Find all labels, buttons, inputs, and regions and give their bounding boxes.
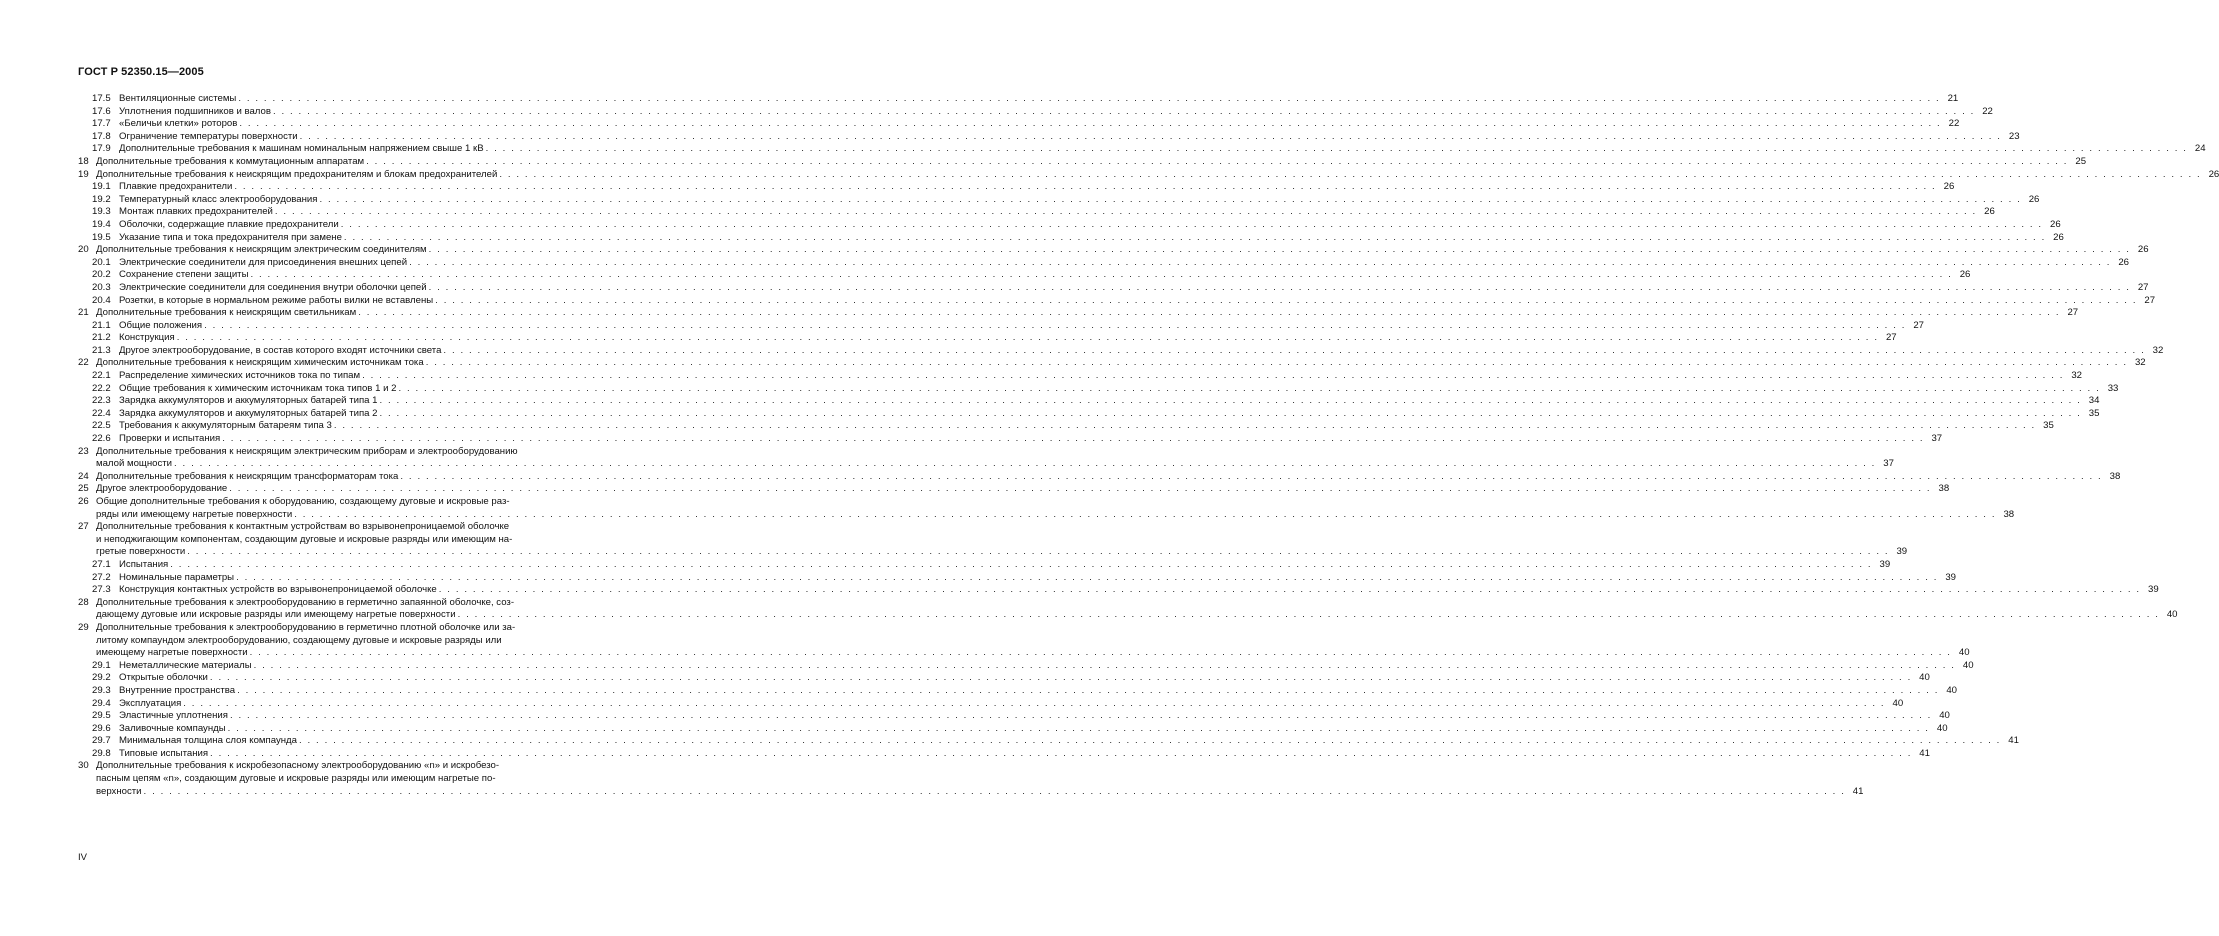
toc-entry-page: 26 (2137, 244, 2149, 256)
toc-leader-dots: . . . . . . . . . . . . . . . . . . . . . . . . . . . . . . . . . . . . . . . . . . . . . . . . . . . . . . . . . . . . . . . . . . . . . . . . . . . . . . . . . . . . . . . . . . . . . . . . . . . . . . . . . . . . . . . . . . . . . . . . . . . . . . . . . . . . . . . . . . . . . . . . . . . . . . . . . . . . . . . . . . . . . . . . . . . . . . . . . . . . . . . . . . . . . . . . . . . . . . . . (343, 231, 2046, 243)
toc-leader-dots: . . . . . . . . . . . . . . . . . . . . . . . . . . . . . . . . . . . . . . . . . . . . . . . . . . . . . . . . . . . . . . . . . . . . . . . . . . . . . . . . . . . . . . . . . . . . . . . . . . . . . . . . . . . . . . . . . . . . . . . . . . . . . . . . . . . . . . . . . . . . . . . . . . . . . . . . . . . . . . . . . . . . . . . . . . . . . . . . . . . . . . . . . . . . . . . . . . . . . . . . (238, 93, 1941, 104)
toc-entry-title: Электрические соединители для соединения внутри оболочки цепей (119, 281, 427, 293)
toc-entry[interactable] (78, 684, 1957, 698)
toc-entry-number: 27.1 (92, 558, 111, 570)
toc-entry-title: Заливочные компаунды (119, 722, 226, 734)
toc-entry[interactable] (78, 357, 2146, 370)
toc-entry-number: 22.6 (92, 433, 111, 445)
toc-entry-page: 32 (2134, 357, 2146, 369)
toc-entry-page: 37 (1931, 433, 1943, 445)
toc-entry-page: 25 (2075, 155, 2087, 167)
toc-leader-dots: . . . . . . . . . . . . . . . . . . . . . . . . . . . . . . . . . . . . . . . . . . . . . . . . . . . . . . . . . . . . . . . . . . . . . . . . . . . . . . . . . . . . . . . . . . . . . . . . . . . . . . . . . . . . . . . . . . . . . . . . . . . . . . . . . . . . . . . . . . . . . . . . . . . . . . . . . . . . . . . . . . . . . . . . . . . . . . . . . . . . . . . . . . . . . . . . . . . . . . . . (239, 118, 1942, 130)
toc-entry-page: 26 (2050, 218, 2061, 230)
toc-entry[interactable] (78, 747, 1930, 761)
toc-leader-dots: . . . . . . . . . . . . . . . . . . . . . . . . . . . . . . . . . . . . . . . . . . . . . . . . . . . . . . . . . . . . . . . . . . . . . . . . . . . . . . . . . . . . . . . . . . . . . . . . . . . . . . . . . . . . . . . . . . . . . . . . . . . . . . . . . . . . . . . . . . . . . . . . . . . . . . . . . . . . . . . . . . . . . . . . . . . . . . . . . . . . . . . . . . . . . . . . . . . . . . . . (176, 332, 1879, 344)
toc-entry-number: 27 (78, 521, 89, 533)
toc-entry-title: Дополнительные требования к электрооборудованию в герметично плотной оболочке или за- (96, 621, 516, 633)
toc-entry-number: 20.3 (92, 281, 111, 293)
toc-entry-number: 22.3 (92, 395, 111, 407)
toc-entry-number: 21.3 (92, 344, 111, 356)
toc-entry[interactable] (78, 244, 2149, 257)
toc-entry-title: Общие дополнительные требования к оборудованию, создающему дуговые и искровые раз- (96, 496, 510, 507)
toc-leader-dots: . . . . . . . . . . . . . . . . . . . . . . . . . . . . . . . . . . . . . . . . . . . . . . . . . . . . . . . . . . . . . . . . . . . . . . . . . . . . . . . . . . . . . . . . . . . . . . . . . . . . . . . . . . . . . . . . . . . . . . . . . . . . . . . . . . . . . . . . . . . . . . . . . . . . . . . . . . . . . . . . . . . . . . . . . . . . . . . . . . . . . . . . . . . . . . . . . . . . . . . . (222, 433, 1925, 445)
toc-entry-title: Указание типа и тока предохранителя при замене (119, 231, 342, 243)
toc-leader-dots: . . . . . . . . . . . . . . . . . . . . . . . . . . . . . . . . . . . . . . . . . . . . . . . . . . . . . . . . . . . . . . . . . . . . . . . . . . . . . . . . . . . . . . . . . . . . . . . . . . . . . . . . . . . . . . . . . . . . . . . . . . . . . . . . . . . . . . . . . . . . . . . . . . . . . . . . . . . . . . . . . . . . . . . . . . . . . . . . . . . . . . . . . . . . . . . . . . . . . . . . (398, 382, 2101, 394)
toc-leader-dots: . . . . . . . . . . . . . . . . . . . . . . . . . . . . . . . . . . . . . . . . . . . . . . . . . . . . . . . . . . . . . . . . . . . . . . . . . . . . . . . . . . . . . . . . . . . . . . . . . . . . . . . . . . . . . . . . . . . . . . . . . . . . . . . . . . . . . . . . . . . . . . . . . . . . . . . . . . . . . . . . . . . . . . . . . . . . . . . . . . . . . . . . . . . . . . . . . . . . . . . . (210, 747, 1912, 759)
toc-leader-dots: . . . . . . . . . . . . . . . . . . . . . . . . . . . . . . . . . . . . . . . . . . . . . . . . . . . . . . . . . . . . . . . . . . . . . . . . . . . . . . . . . . . . . . . . . . . . . . . . . . . . . . . . . . . . . . . . . . . . . . . . . . . . . . . . . . . . . . . . . . . . . . . . . . . . . . . . . . . . . . . . . . . . . . . . . . . . . . . . . . . . . . . . . . . . . . . . . . . . . . . . (170, 558, 1873, 570)
toc-entry-title: Дополнительные требования к машинам номинальным напряжением свыше 1 кВ (119, 143, 484, 155)
toc-entry-page: 27 (1913, 319, 1924, 331)
toc-entry-title: Дополнительные требования к неискрящим предохранителям и блокам предохранителей (96, 168, 498, 180)
toc-entry-title: «Беличьи клетки» роторов (119, 118, 238, 130)
toc-entry-number: 19.3 (92, 206, 111, 218)
toc-entry-page: 41 (1852, 785, 1864, 797)
toc-entry-number: 18 (78, 155, 89, 167)
toc-entry[interactable] (78, 659, 1974, 673)
toc-entry-title: верхности (96, 785, 142, 797)
toc-entry-title: Дополнительные требования к неискрящим электрическим соединителям (96, 244, 427, 256)
toc-leader-dots: . . . . . . . . . . . . . . . . . . . . . . . . . . . . . . . . . . . . . . . . . . . . . . . . . . . . . . . . . . . . . . . . . . . . . . . . . . . . . . . . . . . . . . . . . . . . . . . . . . . . . . . . . . . . . . . . . . . . . . . . . . . . . . . . . . . . . . . . . . . . . . . . . . . . . . . . . . . . . . . . . . . . . . . . . . . . . . . . . . . . . . . . . . . . . . . . . . . . . . . . (183, 697, 1886, 709)
toc-entry-number: 29.6 (92, 722, 111, 734)
toc-leader-dots: . . . . . . . . . . . . . . . . . . . . . . . . . . . . . . . . . . . . . . . . . . . . . . . . . . . . . . . . . . . . . . . . . . . . . . . . . . . . . . . . . . . . . . . . . . . . . . . . . . . . . . . . . . . . . . . . . . . . . . . . . . . . . . . . . . . . . . . . . . . . . . . . . . . . . . . . . . . . . . . . . . . . . . . . . . . . . . . . . . . . . . . . . . . . . . . . . . . . . . . . (274, 206, 1977, 218)
toc-entry-title: Дополнительные требования к электрооборудованию в герметично запаянной оболочке, соз- (96, 596, 515, 608)
toc-entry-number: 20.2 (92, 269, 111, 281)
toc-entry[interactable] (78, 193, 2040, 207)
toc-leader-dots: . . . . . . . . . . . . . . . . . . . . . . . . . . . . . . . . . . . . . . . . . . . . . . . . . . . . . . . . . . . . . . . . . . . . . . . . . . . . . . . . . . . . . . . . . . . . . . . . . . . . . . . . . . . . . . . . . . . . . . . . . . . . . . . . . . . . . . . . . . . . . . . . . . . . . . . . . . . . . . . . . . . . . . . . . . . . . . . . . . . . . . . . . . . . . . . . . . . . . . . . (229, 483, 1932, 495)
toc-entry-page: 34 (2088, 395, 2100, 407)
toc-entry-number: 27.3 (92, 584, 111, 596)
toc-entry-page: 38 (1938, 483, 1950, 495)
toc-entry[interactable] (78, 319, 1924, 333)
toc-entry[interactable] (78, 370, 2082, 383)
toc-leader-dots: . . . . . . . . . . . . . . . . . . . . . . . . . . . . . . . . . . . . . . . . . . . . . . . . . . . . . . . . . . . . . . . . . . . . . . . . . . . . . . . . . . . . . . . . . . . . . . . . . . . . . . . . . . . . . . . . . . . . . . . . . . . . . . . . . . . . . . . . . . . . . . . . . . . . . . . . . . . . . . . . . . . . . . . . . . . . . . . . . . . . . . . . . . . . . . . . . . . . . . . . (340, 218, 2043, 230)
toc-entry-page: 22 (1982, 105, 1993, 117)
toc-entry-page: 40 (2166, 609, 2178, 621)
toc-entry[interactable] (78, 307, 2079, 320)
toc-entry[interactable] (78, 344, 2164, 358)
page-number: IV (78, 852, 87, 863)
toc-entry-title: пасным цепям «n», создающим дуговые и искровые разряды или имеющим нагретые по- (96, 773, 496, 785)
toc-entry-title: Номинальные параметры (119, 571, 235, 583)
toc-entry-title: Испытания (119, 558, 169, 570)
toc-leader-dots: . . . . . . . . . . . . . . . . . . . . . . . . . . . . . . . . . . . . . . . . . . . . . . . . . . . . . . . . . . . . . . . . . . . . . . . . . . . . . . . . . . . . . . . . . . . . . . . . . . . . . . . . . . . . . . . . . . . . . . . . . . . . . . . . . . . . . . . . . . . . . . . . . . . . . . . . . . . . . . . . . . . . . . . . . . . . . . . . . . . . . . . . . . . . . . . . . . . . . . . . (499, 168, 2202, 180)
toc-leader-dots: . . . . . . . . . . . . . . . . . . . . . . . . . . . . . . . . . . . . . . . . . . . . . . . . . . . . . . . . . . . . . . . . . . . . . . . . . . . . . . . . . . . . . . . . . . . . . . . . . . . . . . . . . . . . . . . . . . . . . . . . . . . . . . . . . . . . . . . . . . . . . . . . . . . . . . . . . . . . . . . . . . . . . . . . . . . . . . . . . . . . . . . . . . . . . . . . . . . . . . . . (319, 193, 2022, 205)
toc-entry-page: 40 (1962, 659, 1974, 671)
toc-entry-page: 26 (1959, 269, 1971, 281)
toc-leader-dots: . . . . . . . . . . . . . . . . . . . . . . . . . . . . . . . . . . . . . . . . . . . . . . . . . . . . . . . . . . . . . . . . . . . . . . . . . . . . . . . . . . . . . . . . . . . . . . . . . . . . . . . . . . . . . . . . . . . . . . . . . . . . . . . . . . . . . . . . . . . . . . . . . . . . . . . . . . . . . . . . . . . . . . . . . . . . . . . . . . . . . . . . . . . . . . . . . . . . . . . . (409, 256, 2111, 268)
toc-entry[interactable] (78, 181, 1955, 194)
toc-entry-number: 17.5 (92, 93, 111, 104)
toc-entry-title: Вентиляционные системы (119, 93, 237, 104)
toc-entry-number: 19.1 (92, 181, 111, 193)
document-header: ГОСТ Р 52350.15—2005 (78, 66, 204, 78)
toc-entry[interactable] (78, 584, 2159, 597)
toc-entry-title: Дополнительные требования к неискрящим электрическим приборам и электрооборудованию (96, 445, 518, 457)
toc-entry-title: Минимальная толщина слоя компаунда (119, 735, 297, 747)
toc-leader-dots: . . . . . . . . . . . . . . . . . . . . . . . . . . . . . . . . . . . . . . . . . . . . . . . . . . . . . . . . . . . . . . . . . . . . . . . . . . . . . . . . . . . . . . . . . . . . . . . . . . . . . . . . . . . . . . . . . . . . . . . . . . . . . . . . . . . . . . . . . . . . . . . . . . . . . . . . . . . . . . . . . . . . . . . . . . . . . . . . . . . . . . . . . . . . . . . . . . . . . . . . (435, 294, 2138, 306)
toc-entry[interactable] (78, 155, 2087, 169)
toc-entry-title: Дополнительные требования к неискрящим химическим источникам тока (96, 357, 424, 369)
toc-entry[interactable] (78, 294, 2156, 308)
toc-entry-title: Температурный класс электрооборудования (119, 193, 318, 205)
toc-entry-title: Требования к аккумуляторным батареям типа 3 (119, 420, 332, 432)
toc-entry-number: 29.7 (92, 735, 111, 747)
toc-entry-page: 35 (2088, 407, 2100, 419)
toc-entry-title: Другое электрооборудование, в состав которого входят источники света (119, 344, 442, 356)
toc-entry-title: Розетки, в которые в нормальном режиме работы вилки не вставлены (119, 294, 434, 306)
toc-leader-dots: . . . . . . . . . . . . . . . . . . . . . . . . . . . . . . . . . . . . . . . . . . . . . . . . . . . . . . . . . . . . . . . . . . . . . . . . . . . . . . . . . . . . . . . . . . . . . . . . . . . . . . . . . . . . . . . . . . . . . . . . . . . . . . . . . . . . . . . . . . . . . . . . . . . . . . . . . . . . . . . . . . . . . . . . . . . . . . . . . . . . . . . . . . . . . . . . . . . . . . . . (379, 395, 2082, 407)
toc-entry-title: Дополнительные требования к неискрящим светильникам (96, 307, 357, 319)
toc-entry[interactable] (78, 483, 1950, 496)
toc-entry-number: 21 (78, 307, 89, 319)
toc-entry-title: Сохранение степени защиты (119, 269, 249, 281)
toc-entry-number: 21.1 (92, 319, 111, 331)
toc-entry-page: 39 (2148, 584, 2159, 596)
toc-leader-dots: . . . . . . . . . . . . . . . . . . . . . . . . . . . . . . . . . . . . . . . . . . . . . . . . . . . . . . . . . . . . . . . . . . . . . . . . . . . . . . . . . . . . . . . . . . . . . . . . . . . . . . . . . . . . . . . . . . . . . . . . . . . . . . . . . . . . . . . . . . . . . . . . . . . . . . . . . . . . . . . . . . . . . . . . . . . . . . . . . . . . . . . . . . . . . . . . . . . . . . . . (204, 319, 1906, 331)
toc-entry[interactable] (78, 382, 2119, 396)
toc-entry-page: 38 (2003, 508, 2015, 520)
toc-entry[interactable] (78, 168, 2219, 182)
toc-leader-dots: . . . . . . . . . . . . . . . . . . . . . . . . . . . . . . . . . . . . . . . . . . . . . . . . . . . . . . . . . . . . . . . . . . . . . . . . . . . . . . . . . . . . . . . . . . . . . . . . . . . . . . . . . . . . . . . . . . . . . . . . . . . . . . . . . . . . . . . . . . . . . . . . . . . . . . . . . . . . . . . . . . . . . . . . . . . . . . . . . . . . . . . . . . . . . . . . . . . . . . . . (294, 508, 1997, 520)
toc-entry-page: 27 (2067, 307, 2079, 319)
table-of-contents (78, 93, 2219, 798)
toc-entry-number: 20.1 (92, 256, 111, 268)
toc-entry-page: 26 (1943, 181, 1955, 193)
toc-entry-title: и неподжигающим компонентам, создающим дуговые и искровые разряды или имеющим на- (96, 533, 513, 545)
toc-entry-number: 22.4 (92, 407, 111, 419)
toc-entry[interactable] (78, 332, 1897, 345)
toc-entry[interactable] (78, 760, 1864, 798)
toc-entry-page: 26 (2118, 256, 2129, 268)
toc-entry-page: 33 (2107, 382, 2119, 394)
toc-leader-dots: . . . . . . . . . . . . . . . . . . . . . . . . . . . . . . . . . . . . . . . . . . . . . . . . . . . . . . . . . . . . . . . . . . . . . . . . . . . . . . . . . . . . . . . . . . . . . . . . . . . . . . . . . . . . . . . . . . . . . . . . . . . . . . . . . . . . . . . . . . . . . . . . . . . . . . . . . . . . . . . . . . . . . . . . . . . . . . . . . . . . . . . . . . . . . . . . . . . . . . . . (299, 130, 2002, 142)
toc-entry-page: 40 (1939, 710, 1950, 722)
toc-leader-dots: . . . . . . . . . . . . . . . . . . . . . . . . . . . . . . . . . . . . . . . . . . . . . . . . . . . . . . . . . . . . . . . . . . . . . . . . . . . . . . . . . . . . . . . . . . . . . . . . . . . . . . . . . . . . . . . . . . . . . . . . . . . . . . . . . . . . . . . . . . . . . . . . . . . . . . . . . . . . . . . . . . . . . . . . . . . . . . . . . . . . . . . . . . . . . . . . . . . . . . . . (187, 546, 1890, 558)
toc-entry[interactable] (78, 621, 1970, 660)
toc-entry-page: 32 (2152, 344, 2164, 356)
toc-entry-page: 39 (1896, 546, 1908, 558)
toc-entry-number: 29.5 (92, 710, 111, 722)
toc-entry-number: 20 (78, 244, 89, 256)
toc-entry[interactable] (78, 735, 2019, 748)
toc-entry-number: 22.5 (92, 420, 111, 432)
toc-entry-page: 41 (2008, 735, 2019, 747)
toc-entry-title: Эластичные уплотнения (119, 710, 228, 722)
toc-entry-page: 38 (2109, 470, 2121, 482)
toc-entry[interactable] (78, 470, 2121, 484)
toc-leader-dots: . . . . . . . . . . . . . . . . . . . . . . . . . . . . . . . . . . . . . . . . . . . . . . . . . . . . . . . . . . . . . . . . . . . . . . . . . . . . . . . . . . . . . . . . . . . . . . . . . . . . . . . . . . . . . . . . . . . . . . . . . . . . . . . . . . . . . . . . . . . . . . . . . . . . . . . . . . . . . . . . . . . . . . . . . . . . . . . . . . . . . . . . . . . . . . . . . . . . . . . . (253, 659, 1956, 671)
toc-entry-number: 27.2 (92, 571, 111, 583)
toc-entry-title: Дополнительные требования к коммутационным аппаратам (96, 155, 365, 167)
toc-leader-dots: . . . . . . . . . . . . . . . . . . . . . . . . . . . . . . . . . . . . . . . . . . . . . . . . . . . . . . . . . . . . . . . . . . . . . . . . . . . . . . . . . . . . . . . . . . . . . . . . . . . . . . . . . . . . . . . . . . . . . . . . . . . . . . . . . . . . . . . . . . . . . . . . . . . . . . . . . . . . . . . . . . . . . . . . . . . . . . . . . . . . . . . . . . . . . . . . . . . . . . . . (249, 647, 1952, 659)
toc-entry[interactable] (78, 218, 2061, 232)
toc-entry-page: 40 (1892, 697, 1904, 709)
toc-leader-dots: . . . . . . . . . . . . . . . . . . . . . . . . . . . . . . . . . . . . . . . . . . . . . . . . . . . . . . . . . . . . . . . . . . . . . . . . . . . . . . . . . . . . . . . . . . . . . . . . . . . . . . . . . . . . . . . . . . . . . . . . . . . . . . . . . . . . . . . . . . . . . . . . . . . . . . . . . . . . . . . . . . . . . . . . . . . . . . . . . . . . . . . . . . . . . . . . . . . . . . . . (358, 307, 2061, 319)
toc-entry[interactable] (78, 697, 1904, 711)
toc-leader-dots: . . . . . . . . . . . . . . . . . . . . . . . . . . . . . . . . . . . . . . . . . . . . . . . . . . . . . . . . . . . . . . . . . . . . . . . . . . . . . . . . . . . . . . . . . . . . . . . . . . . . . . . . . . . . . . . . . . . . . . . . . . . . . . . . . . . . . . . . . . . . . . . . . . . . . . . . . . . . . . . . . . . . . . . . . . . . . . . . . . . . . . . . . . . . . . . . . . . . . . . . (425, 357, 2128, 369)
toc-entry[interactable] (78, 143, 2206, 156)
toc-entry[interactable] (78, 93, 1959, 106)
toc-entry-page: 26 (2053, 231, 2064, 243)
toc-entry-page: 23 (2008, 130, 2020, 142)
toc-entry-number: 17.8 (92, 130, 111, 142)
toc-entry-number: 19.2 (92, 193, 111, 205)
toc-entry-title: имеющему нагретые поверхности (96, 647, 248, 659)
toc-entry[interactable] (78, 596, 2178, 622)
toc-entry-title: Другое электрооборудование (96, 483, 228, 495)
toc-entry[interactable] (78, 672, 1930, 685)
toc-entry[interactable] (78, 521, 1908, 559)
toc-leader-dots: . . . . . . . . . . . . . . . . . . . . . . . . . . . . . . . . . . . . . . . . . . . . . . . . . . . . . . . . . . . . . . . . . . . . . . . . . . . . . . . . . . . . . . . . . . . . . . . . . . . . . . . . . . . . . . . . . . . . . . . . . . . . . . . . . . . . . . . . . . . . . . . . . . . . . . . . . . . . . . . . . . . . . . . . . . . . . . . . . . . . . . . . . . . . . . . . . . . . . . . . (236, 571, 1939, 583)
toc-entry[interactable] (78, 231, 2064, 245)
toc-entry-title: Оболочки, содержащие плавкие предохранители (119, 218, 339, 230)
toc-leader-dots: . . . . . . . . . . . . . . . . . . . . . . . . . . . . . . . . . . . . . . . . . . . . . . . . . . . . . . . . . . . . . . . . . . . . . . . . . . . . . . . . . . . . . . . . . . . . . . . . . . . . . . . . . . . . . . . . . . . . . . . . . . . . . . . . . . . . . . . . . . . . . . . . . . . . . . . . . . . . . . . . . . . . . . . . . . . . . . . . . . . . . . . . . . . . . . . . . . . . . . . . (438, 584, 2141, 596)
toc-entry[interactable] (78, 256, 2129, 270)
toc-leader-dots: . . . . . . . . . . . . . . . . . . . . . . . . . . . . . . . . . . . . . . . . . . . . . . . . . . . . . . . . . . . . . . . . . . . . . . . . . . . . . . . . . . . . . . . . . . . . . . . . . . . . . . . . . . . . . . . . . . . . . . . . . . . . . . . . . . . . . . . . . . . . . . . . . . . . . . . . . . . . . . . . . . . . . . . . . . . . . . . . . . . . . . . . . . . . . . . . . . . . . . . . (443, 344, 2146, 356)
toc-entry[interactable] (78, 558, 1891, 572)
toc-entry-title: Дополнительные требования к неискрящим трансформаторам тока (96, 470, 399, 482)
toc-entry-page: 40 (1958, 647, 1970, 659)
toc-entry-title: Общие требования к химическим источникам тока типов 1 и 2 (119, 382, 397, 394)
toc-leader-dots: . . . . . . . . . . . . . . . . . . . . . . . . . . . . . . . . . . . . . . . . . . . . . . . . . . . . . . . . . . . . . . . . . . . . . . . . . . . . . . . . . . . . . . . . . . . . . . . . . . . . . . . . . . . . . . . . . . . . . . . . . . . . . . . . . . . . . . . . . . . . . . . . . . . . . . . . . . . . . . . . . . . . . . . . . . . . . . . . . . . . . . . . . . . . . . . . . . . . . . . . (209, 672, 1912, 684)
toc-leader-dots: . . . . . . . . . . . . . . . . . . . . . . . . . . . . . . . . . . . . . . . . . . . . . . . . . . . . . . . . . . . . . . . . . . . . . . . . . . . . . . . . . . . . . . . . . . . . . . . . . . . . . . . . . . . . . . . . . . . . . . . . . . . . . . . . . . . . . . . . . . . . . . . . . . . . . . . . . . . . . . . . . . . . . . . . . . . . . . . . . . . . . . . . . . . . . . . . . . . . . . . . (428, 244, 2131, 256)
toc-entry-number: 29.8 (92, 747, 111, 759)
toc-entry[interactable] (78, 118, 1960, 131)
toc-entry-title: дающему дуговые или искровые разряды или имеющему нагретые поверхности (96, 609, 456, 621)
toc-leader-dots: . . . . . . . . . . . . . . . . . . . . . . . . . . . . . . . . . . . . . . . . . . . . . . . . . . . . . . . . . . . . . . . . . . . . . . . . . . . . . . . . . . . . . . . . . . . . . . . . . . . . . . . . . . . . . . . . . . . . . . . . . . . . . . . . . . . . . . . . . . . . . . . . . . . . . . . . . . . . . . . . . . . . . . . . . . . . . . . . . . . . . . . . . . . . . . . . . . . . . . . . (229, 710, 1932, 722)
toc-leader-dots: . . . . . . . . . . . . . . . . . . . . . . . . . . . . . . . . . . . . . . . . . . . . . . . . . . . . . . . . . . . . . . . . . . . . . . . . . . . . . . . . . . . . . . . . . . . . . . . . . . . . . . . . . . . . . . . . . . . . . . . . . . . . . . . . . . . . . . . . . . . . . . . . . . . . . . . . . . . . . . . . . . . . . . . . . . . . . . . . . . . . . . . . . . . . . . . . . . . . . . . . (457, 609, 2160, 621)
toc-leader-dots: . . . . . . . . . . . . . . . . . . . . . . . . . . . . . . . . . . . . . . . . . . . . . . . . . . . . . . . . . . . . . . . . . . . . . . . . . . . . . . . . . . . . . . . . . . . . . . . . . . . . . . . . . . . . . . . . . . . . . . . . . . . . . . . . . . . . . . . . . . . . . . . . . . . . . . . . . . . . . . . . . . . . . . . . . . . . . . . . . . . . . . . . . . . . . . . . . . . . . . . . (234, 181, 1937, 193)
toc-entry[interactable] (78, 130, 2020, 144)
toc-leader-dots: . . . . . . . . . . . . . . . . . . . . . . . . . . . . . . . . . . . . . . . . . . . . . . . . . . . . . . . . . . . . . . . . . . . . . . . . . . . . . . . . . . . . . . . . . . . . . . . . . . . . . . . . . . . . . . . . . . . . . . . . . . . . . . . . . . . . . . . . . . . . . . . . . . . . . . . . . . . . . . . . . . . . . . . . . . . . . . . . . . . . . . . . . . . . . . . . . . . . . . . . (250, 269, 1953, 281)
toc-entry[interactable] (78, 722, 1948, 736)
toc-entry-number: 17.6 (92, 105, 111, 117)
toc-entry-title: Неметаллические материалы (119, 659, 252, 671)
toc-entry-title: Монтаж плавких предохранителей (119, 206, 273, 218)
toc-entry-title: Эксплуатация (119, 697, 182, 709)
toc-entry-title: Плавкие предохранители (119, 181, 233, 193)
toc-entry-title: Внутренние пространства (119, 684, 236, 696)
toc-entry[interactable] (78, 395, 2100, 408)
toc-entry-number: 22 (78, 357, 89, 369)
toc-entry[interactable] (78, 206, 1995, 219)
toc-entry-page: 40 (1946, 684, 1957, 696)
toc-entry-page: 39 (1879, 558, 1891, 570)
toc-leader-dots: . . . . . . . . . . . . . . . . . . . . . . . . . . . . . . . . . . . . . . . . . . . . . . . . . . . . . . . . . . . . . . . . . . . . . . . . . . . . . . . . . . . . . . . . . . . . . . . . . . . . . . . . . . . . . . . . . . . . . . . . . . . . . . . . . . . . . . . . . . . . . . . . . . . . . . . . . . . . . . . . . . . . . . . . . . . . . . . . . . . . . . . . . . . . . . . . . . . . . . . . (400, 470, 2103, 482)
toc-entry-number: 28 (78, 596, 89, 608)
toc-entry-title: Общие положения (119, 319, 203, 331)
toc-entry-title: Зарядка аккумуляторов и аккумуляторных батарей типа 2 (119, 407, 378, 419)
toc-entry-title: ряды или имеющему нагретые поверхности (96, 508, 293, 520)
toc-entry-page: 27 (1885, 332, 1897, 344)
toc-leader-dots: . . . . . . . . . . . . . . . . . . . . . . . . . . . . . . . . . . . . . . . . . . . . . . . . . . . . . . . . . . . . . . . . . . . . . . . . . . . . . . . . . . . . . . . . . . . . . . . . . . . . . . . . . . . . . . . . . . . . . . . . . . . . . . . . . . . . . . . . . . . . . . . . . . . . . . . . . . . . . . . . . . . . . . . . . . . . . . . . . . . . . . . . . . . . . . . . . . . . . . . . (428, 281, 2131, 293)
toc-entry[interactable] (78, 496, 2015, 521)
toc-leader-dots: . . . . . . . . . . . . . . . . . . . . . . . . . . . . . . . . . . . . . . . . . . . . . . . . . . . . . . . . . . . . . . . . . . . . . . . . . . . . . . . . . . . . . . . . . . . . . . . . . . . . . . . . . . . . . . . . . . . . . . . . . . . . . . . . . . . . . . . . . . . . . . . . . . . . . . . . . . . . . . . . . . . . . . . . . . . . . . . . . . . . . . . . . . . . . . . . . . . . . . . . (362, 370, 2064, 382)
toc-entry-number: 19 (78, 168, 89, 180)
toc-entry-number: 19.4 (92, 218, 111, 230)
toc-entry-title: гретые поверхности (96, 546, 186, 558)
toc-entry-number: 22.1 (92, 370, 111, 382)
toc-leader-dots: . . . . . . . . . . . . . . . . . . . . . . . . . . . . . . . . . . . . . . . . . . . . . . . . . . . . . . . . . . . . . . . . . . . . . . . . . . . . . . . . . . . . . . . . . . . . . . . . . . . . . . . . . . . . . . . . . . . . . . . . . . . . . . . . . . . . . . . . . . . . . . . . . . . . . . . . . . . . . . . . . . . . . . . . . . . . . . . . . . . . . . . . . . . . . . . . . . . . . . . . (379, 407, 2082, 419)
toc-leader-dots: . . . . . . . . . . . . . . . . . . . . . . . . . . . . . . . . . . . . . . . . . . . . . . . . . . . . . . . . . . . . . . . . . . . . . . . . . . . . . . . . . . . . . . . . . . . . . . . . . . . . . . . . . . . . . . . . . . . . . . . . . . . . . . . . . . . . . . . . . . . . . . . . . . . . . . . . . . . . . . . . . . . . . . . . . . . . . . . . . . . . . . . . . . . . . . . . . . . . . . . . (237, 684, 1939, 696)
toc-entry-page: 27 (2137, 281, 2149, 293)
toc-entry[interactable] (78, 281, 2149, 295)
toc-entry-title: Дополнительные требования к контактным устройствам во взрывонепроницаемой оболочке (96, 521, 510, 533)
toc-entry-page: 27 (2144, 294, 2156, 306)
toc-entry-page: 37 (1883, 458, 1894, 470)
toc-entry-title: Проверки и испытания (119, 433, 221, 445)
toc-entry[interactable] (78, 105, 1993, 119)
toc-entry-number: 26 (78, 496, 89, 507)
toc-leader-dots: . . . . . . . . . . . . . . . . . . . . . . . . . . . . . . . . . . . . . . . . . . . . . . . . . . . . . . . . . . . . . . . . . . . . . . . . . . . . . . . . . . . . . . . . . . . . . . . . . . . . . . . . . . . . . . . . . . . . . . . . . . . . . . . . . . . . . . . . . . . . . . . . . . . . . . . . . . . . . . . . . . . . . . . . . . . . . . . . . . . . . . . . . . . . . . . . . . . . . . . . (333, 420, 2036, 432)
toc-leader-dots: . . . . . . . . . . . . . . . . . . . . . . . . . . . . . . . . . . . . . . . . . . . . . . . . . . . . . . . . . . . . . . . . . . . . . . . . . . . . . . . . . . . . . . . . . . . . . . . . . . . . . . . . . . . . . . . . . . . . . . . . . . . . . . . . . . . . . . . . . . . . . . . . . . . . . . . . . . . . . . . . . . . . . . . . . . . . . . . . . . . . . . . . . . . . . . . . . . . . . . . . (366, 155, 2069, 167)
toc-entry[interactable] (78, 571, 1957, 585)
toc-entry[interactable] (78, 420, 2054, 433)
toc-entry-title: Распределение химических источников тока по типам (119, 370, 361, 382)
toc-entry-title: Типовые испытания (119, 747, 209, 759)
toc-entry-page: 26 (2208, 168, 2219, 180)
toc-entry-number: 24 (78, 470, 89, 482)
toc-entry-number: 20.4 (92, 294, 111, 306)
toc-entry-title: Уплотнения подшипников и валов (119, 105, 271, 117)
toc-entry-page: 21 (1947, 93, 1959, 104)
toc-entry-number: 19.5 (92, 231, 111, 243)
toc-entry-number: 17.7 (92, 118, 111, 130)
toc-leader-dots: . . . . . . . . . . . . . . . . . . . . . . . . . . . . . . . . . . . . . . . . . . . . . . . . . . . . . . . . . . . . . . . . . . . . . . . . . . . . . . . . . . . . . . . . . . . . . . . . . . . . . . . . . . . . . . . . . . . . . . . . . . . . . . . . . . . . . . . . . . . . . . . . . . . . . . . . . . . . . . . . . . . . . . . . . . . . . . . . . . . . . . . . . . . . . . . . . . . . . . . . (485, 143, 2188, 155)
toc-entry-number: 25 (78, 483, 89, 495)
toc-entry-page: 40 (1919, 672, 1930, 684)
toc-entry-number: 29.1 (92, 659, 111, 671)
toc-entry-page: 40 (1936, 722, 1948, 734)
toc-entry-number: 21.2 (92, 332, 111, 344)
toc-entry-title: Конструкция (119, 332, 175, 344)
toc-entry[interactable] (78, 433, 1943, 446)
toc-entry-title: Дополнительные требования к искробезопасному электрооборудованию «n» и искробезо- (96, 760, 500, 772)
toc-entry-number: 23 (78, 445, 89, 457)
toc-entry-number: 22.2 (92, 382, 111, 394)
toc-entry-page: 26 (1984, 206, 1995, 218)
toc-entry-number: 29.2 (92, 672, 111, 684)
toc-entry-title: Зарядка аккумуляторов и аккумуляторных батарей типа 1 (119, 395, 378, 407)
toc-entry-page: 32 (2071, 370, 2082, 382)
toc-entry-page: 39 (1945, 571, 1957, 583)
toc-entry-page: 35 (2043, 420, 2054, 432)
toc-leader-dots: . . . . . . . . . . . . . . . . . . . . . . . . . . . . . . . . . . . . . . . . . . . . . . . . . . . . . . . . . . . . . . . . . . . . . . . . . . . . . . . . . . . . . . . . . . . . . . . . . . . . . . . . . . . . . . . . . . . . . . . . . . . . . . . . . . . . . . . . . . . . . . . . . . . . . . . . . . . . . . . . . . . . . . . . . . . . . . . . . . . . . . . . . . . . . . . . . . . . . . . . (143, 785, 1846, 797)
toc-entry-title: Конструкция контактных устройств во взрывонепроницаемой оболочке (119, 584, 437, 596)
toc-entry[interactable] (78, 407, 2100, 421)
toc-leader-dots: . . . . . . . . . . . . . . . . . . . . . . . . . . . . . . . . . . . . . . . . . . . . . . . . . . . . . . . . . . . . . . . . . . . . . . . . . . . . . . . . . . . . . . . . . . . . . . . . . . . . . . . . . . . . . . . . . . . . . . . . . . . . . . . . . . . . . . . . . . . . . . . . . . . . . . . . . . . . . . . . . . . . . . . . . . . . . . . . . . . . . . . . . . . . . . . . . . . . . . . . (227, 722, 1930, 734)
toc-entry-number: 30 (78, 760, 89, 772)
toc-entry-page: 41 (1919, 747, 1930, 759)
toc-entry[interactable] (78, 445, 1894, 471)
toc-leader-dots: . . . . . . . . . . . . . . . . . . . . . . . . . . . . . . . . . . . . . . . . . . . . . . . . . . . . . . . . . . . . . . . . . . . . . . . . . . . . . . . . . . . . . . . . . . . . . . . . . . . . . . . . . . . . . . . . . . . . . . . . . . . . . . . . . . . . . . . . . . . . . . . . . . . . . . . . . . . . . . . . . . . . . . . . . . . . . . . . . . . . . . . . . . . . . . . . . . . . . . . . (174, 458, 1876, 470)
toc-entry[interactable] (78, 710, 1950, 723)
toc-entry[interactable] (78, 269, 1971, 282)
toc-entry-page: 22 (1948, 118, 1960, 130)
toc-entry-number: 29.4 (92, 697, 111, 709)
toc-entry-title: Открытые оболочки (119, 672, 208, 684)
toc-entry-number: 29.3 (92, 684, 111, 696)
toc-entry-page: 26 (2028, 193, 2040, 205)
toc-entry-page: 24 (2194, 143, 2206, 155)
toc-entry-number: 17.9 (92, 143, 111, 155)
toc-entry-title: малой мощности (96, 458, 173, 470)
toc-entry-title: Электрические соединители для присоединения внешних цепей (119, 256, 408, 268)
toc-entry-title: литому компаундом электрооборудованию, создающему дуговые и искровые разряды или (96, 634, 502, 646)
toc-leader-dots: . . . . . . . . . . . . . . . . . . . . . . . . . . . . . . . . . . . . . . . . . . . . . . . . . . . . . . . . . . . . . . . . . . . . . . . . . . . . . . . . . . . . . . . . . . . . . . . . . . . . . . . . . . . . . . . . . . . . . . . . . . . . . . . . . . . . . . . . . . . . . . . . . . . . . . . . . . . . . . . . . . . . . . . . . . . . . . . . . . . . . . . . . . . . . . . . . . . . . . . . (298, 735, 2001, 747)
toc-leader-dots: . . . . . . . . . . . . . . . . . . . . . . . . . . . . . . . . . . . . . . . . . . . . . . . . . . . . . . . . . . . . . . . . . . . . . . . . . . . . . . . . . . . . . . . . . . . . . . . . . . . . . . . . . . . . . . . . . . . . . . . . . . . . . . . . . . . . . . . . . . . . . . . . . . . . . . . . . . . . . . . . . . . . . . . . . . . . . . . . . . . . . . . . . . . . . . . . . . . . . . . . (272, 105, 1975, 117)
toc-entry-number: 29 (78, 621, 89, 633)
toc-entry-title: Ограничение температуры поверхности (119, 130, 298, 142)
